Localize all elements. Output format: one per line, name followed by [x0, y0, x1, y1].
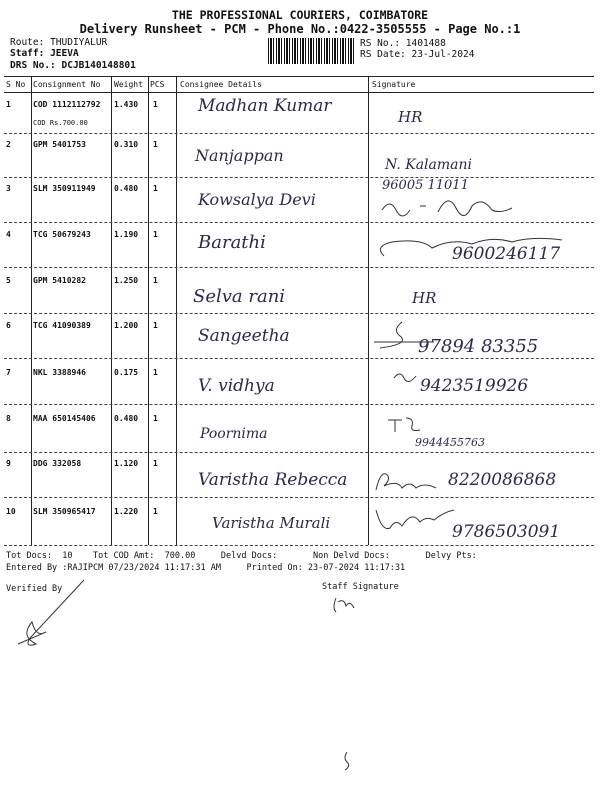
row-weight: 0.480: [114, 414, 139, 423]
row-sno: 1: [6, 100, 11, 109]
row-consignee: Selva rani: [193, 286, 286, 307]
row-sno: 6: [6, 321, 11, 330]
row-consignee: Sangeetha: [198, 326, 290, 346]
route-value: THUDIYALUR: [50, 37, 108, 48]
row-pcs: 1: [153, 140, 158, 149]
verified-signature-scribble: [10, 578, 100, 658]
rs-no-line: [360, 38, 446, 49]
signature-scribble: [372, 468, 442, 494]
col-divider: [31, 76, 32, 545]
route-label: Route:: [10, 37, 45, 48]
signature-scribble: [372, 502, 462, 538]
row-consignee: Varistha Murali: [212, 514, 331, 532]
row-pcs: 1: [153, 184, 158, 193]
signature-scribble: [386, 414, 426, 434]
row-weight: 0.480: [114, 184, 139, 193]
row-sno: 2: [6, 140, 11, 149]
staff-signature-scribble: [330, 594, 360, 616]
row-sno: 10: [6, 507, 16, 516]
row-weight: 1.430: [114, 100, 139, 109]
staff-label: Staff:: [10, 48, 45, 59]
row-signature: 96005 11011: [382, 178, 469, 193]
row-signature: 9786503091: [452, 522, 561, 542]
row-separator: [4, 497, 594, 498]
drs-value: DCJB140148801: [61, 60, 136, 71]
totals-line: Tot Docs: 10 Tot COD Amt: 700.00 Delvd Docs: Non Delvd Docs: Delvy Pts:: [6, 551, 477, 561]
col-divider: [111, 76, 112, 545]
col-divider: [176, 76, 177, 545]
row-pcs: 1: [153, 414, 158, 423]
row-sno: 3: [6, 184, 11, 193]
row-separator: [4, 133, 594, 134]
row-pcs: 1: [153, 507, 158, 516]
row-consignment: COD 1112112792: [33, 100, 101, 109]
row-weight: 1.190: [114, 230, 139, 239]
col-header-consignee: Consignee Details: [180, 80, 262, 89]
row-sno: 8: [6, 414, 11, 423]
rs-date-value: 23-Jul-2024: [411, 49, 475, 60]
row-consignment: MAA 650145406: [33, 414, 96, 423]
row-signature: N. Kalamani: [385, 157, 473, 173]
col-header-weight: Weight: [114, 80, 143, 89]
row-separator: [4, 313, 594, 314]
entered-by-line: Entered By :RAJIPCM 07/23/2024 11:17:31 AM Printed On: 23-07-2024 11:17:31: [6, 563, 406, 573]
company-title: THE PROFESSIONAL COURIERS, COIMBATORE: [171, 8, 429, 22]
row-consignment: SLM 350911949: [33, 184, 96, 193]
staff-value: JEEVA: [50, 48, 79, 59]
rs-no-value: 1401488: [405, 38, 446, 49]
row-cod-note: COD Rs.700.00: [33, 119, 88, 127]
row-signature: 8220086868: [448, 470, 557, 490]
row-sno: 4: [6, 230, 11, 239]
page-mark: [342, 750, 352, 772]
row-consignment: GPM 5410282: [33, 276, 86, 285]
rs-date-label: RS Date:: [360, 49, 406, 60]
row-consignment: TCG 50679243: [33, 230, 91, 239]
row-weight: 1.120: [114, 459, 139, 468]
row-pcs: 1: [153, 230, 158, 239]
row-weight: 1.200: [114, 321, 139, 330]
col-header-sno: S No: [6, 80, 26, 89]
row-consignment: TCG 41090389: [33, 321, 91, 330]
row-separator: [4, 452, 594, 453]
runsheet-subtitle: Delivery Runsheet - PCM - Phone No.:0422-3505555 - Page No.:1: [79, 22, 521, 36]
drs-line: [10, 60, 136, 71]
rs-date-line: [360, 49, 474, 60]
row-separator: [4, 222, 594, 223]
row-signature: 9423519926: [420, 376, 529, 396]
row-signature: 97894 83355: [418, 336, 539, 357]
col-header-signature: Signature: [372, 80, 416, 89]
row-pcs: 1: [153, 368, 158, 377]
row-consignee: Nanjappan: [195, 146, 284, 165]
rs-no-label: RS No.:: [360, 38, 401, 49]
staff-signature-label: Staff Signature: [322, 582, 399, 592]
row-weight: 1.220: [114, 507, 139, 516]
row-pcs: 1: [153, 459, 158, 468]
row-weight: 0.175: [114, 368, 139, 377]
row-consignee: Poornima: [200, 426, 268, 442]
table-bottom-rule: [4, 545, 594, 546]
row-pcs: 1: [153, 100, 158, 109]
table-top-rule: [4, 76, 594, 77]
row-consignment: DDG 332058: [33, 459, 82, 468]
row-signature: 9944455763: [415, 436, 485, 449]
row-separator: [4, 177, 594, 178]
row-consignee: Varistha Rebecca: [198, 470, 348, 490]
row-sno: 7: [6, 368, 11, 377]
barcode-image: [268, 38, 356, 64]
row-consignment: GPM 5401753: [33, 140, 86, 149]
drs-label: DRS No.:: [10, 60, 56, 71]
row-separator: [4, 267, 594, 268]
table-header-rule: [4, 92, 594, 93]
verified-by-label: Verified By: [6, 584, 63, 594]
row-consignee: Madhan Kumar: [198, 96, 332, 116]
col-divider: [368, 76, 369, 545]
row-sno: 5: [6, 276, 11, 285]
row-consignee: Barathi: [198, 232, 266, 253]
row-weight: 1.250: [114, 276, 139, 285]
row-consignee: Kowsalya Devi: [198, 190, 316, 209]
row-separator: [4, 404, 594, 405]
row-separator: [4, 358, 594, 359]
col-divider: [148, 76, 149, 545]
route-line: [10, 37, 107, 48]
row-signature: HR: [398, 108, 423, 126]
signature-scribble: [392, 370, 422, 384]
row-weight: 0.310: [114, 140, 139, 149]
row-sno: 9: [6, 459, 11, 468]
signature-scribble: [380, 192, 530, 220]
row-pcs: 1: [153, 321, 158, 330]
row-signature: HR: [412, 289, 437, 307]
row-consignment: SLM 350965417: [33, 507, 96, 516]
row-pcs: 1: [153, 276, 158, 285]
staff-line: [10, 48, 79, 59]
col-header-consignment: Consignment No: [33, 80, 101, 89]
row-signature: 9600246117: [452, 244, 561, 264]
col-header-pcs: PCS: [150, 80, 165, 89]
row-consignment: NKL 3388946: [33, 368, 86, 377]
row-consignee: V. vidhya: [198, 376, 275, 396]
